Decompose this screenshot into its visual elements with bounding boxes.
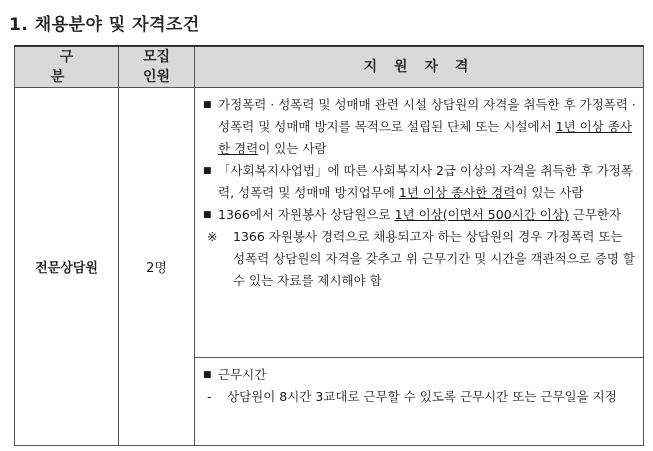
cell-field: 전문상담원	[15, 88, 119, 446]
cell-qualifications	[195, 88, 644, 358]
underlined-requirement: 1년 이상(이면서 500시간 이상)	[394, 207, 569, 222]
reference-mark-icon: ※	[207, 229, 218, 244]
table-header-row	[15, 46, 644, 88]
qualification-item-2: ■ 「사회복지사업법」에 따른 사회복지사 2급 이상의 자격을 취득한 후 가정폭력, 성폭력 및 성매매 방지업무에 1년 이상 종사한 경력이 있는 사람	[203, 160, 637, 204]
cell-work-hours	[195, 358, 644, 446]
qualification-note: ※ 1366 자원봉사 경력으로 채용되고자 하는 상담원의 경우 가정폭력 또는 성폭력 상담원의 자격을 갖추고 위 근무기간 및 시간을 객관적으로 증명 할 수 있는 자료를 제시해야 함	[207, 226, 637, 292]
header-count: 모집 인원	[119, 46, 195, 88]
section-title: 1. 채용분야 및 자격조건	[9, 15, 200, 35]
square-bullet-icon: ■	[203, 370, 212, 380]
header-qualification: 지 원 자 격	[195, 46, 644, 88]
work-hours-title: ■ 근무시간	[203, 364, 637, 386]
square-bullet-icon: ■	[203, 210, 212, 220]
recruitment-table	[14, 45, 644, 446]
underlined-requirement: 1년 이상 종사한 경력	[218, 119, 632, 156]
square-bullet-icon: ■	[203, 100, 212, 110]
dash-mark-icon: -	[207, 389, 212, 404]
qualification-item-1: ■ 가정폭력 · 성폭력 및 성매매 관련 시설 상담원의 자격을 취득한 후 가정폭력 · 성폭력 및 성매매 방지를 목적으로 설립된 단체 또는 시설에서 1년 이상 종사한 경력이 있는 사람	[203, 94, 637, 160]
qualification-item-3: ■ 1366에서 자원봉사 상담원으로 1년 이상(이면서 500시간 이상) 근무한자	[203, 204, 637, 226]
cell-count: 2명	[119, 88, 195, 446]
header-field: 구 분	[15, 46, 119, 88]
underlined-requirement: 1년 이상 종사한 경력	[398, 185, 516, 200]
work-hours-detail: - 상담원이 8시간 3교대로 근무할 수 있도록 근무시간 또는 근무일을 지정	[207, 386, 637, 408]
table-row	[15, 88, 644, 358]
square-bullet-icon: ■	[203, 166, 212, 176]
